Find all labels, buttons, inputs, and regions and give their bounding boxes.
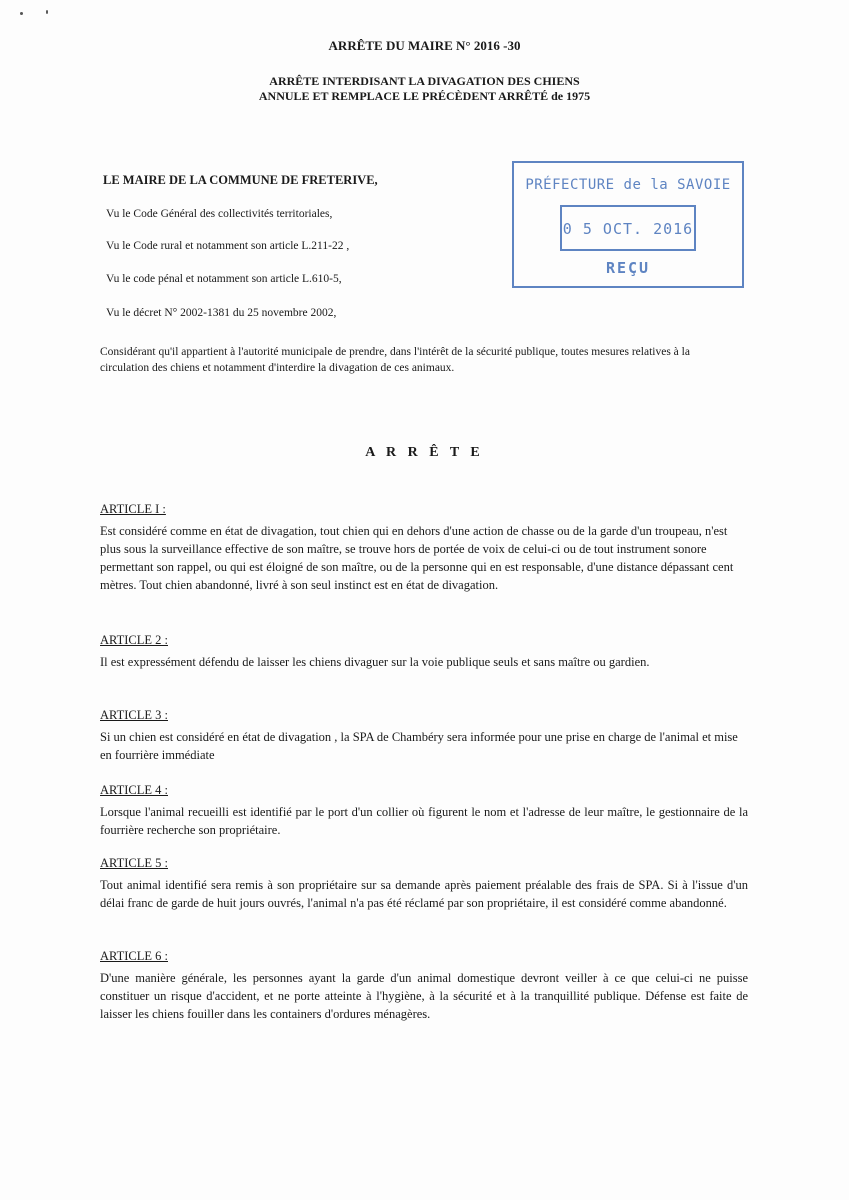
article-2-title: ARTICLE 2 : (100, 633, 168, 647)
article-4-title: ARTICLE 4 : (100, 783, 168, 797)
stamp-received-label: REÇU (605, 259, 651, 277)
document-subtitle-line1: ARRÊTE INTERDISANT LA DIVAGATION DES CHIENS (269, 74, 580, 88)
document-subtitle-line2: ANNULE ET REMPLACE LE PRÉCÈDENT ARRÊTÉ de 1975 (258, 89, 591, 103)
vu-clause: Vu le code pénal et notamment son article L.610-5, (106, 273, 342, 285)
article-1-body: Est considéré comme en état de divagation, tout chien qui en dehors d'une action de chasse ou de la garde d'un troupeau, n'est plus sous la surveillance effective de son maître, se trouve hors de portée de voix de celui-ci ou de tout instrument sonore permettant son rappel, ou qui est éloigné de son maître, ou de la personne qui en est responsable, d'une distance dépassant cent mètres. Tout chien abandonné, livré à son seul instinct est en état de divagation. (100, 524, 734, 592)
scan-speck (20, 12, 23, 15)
article-4-body: Lorsque l'animal recueilli est identifié par le port d'un collier où figurent le nom et l'adresse de leur maître, le gestionnaire de la fourrière recherche son propriétaire. (100, 805, 748, 837)
article-5-title: ARTICLE 5 : (100, 856, 168, 870)
prefecture-received-stamp (512, 161, 744, 288)
article-6-body: D'une manière générale, les personnes ayant la garde d'un animal domestique devront veiller à ce que celui-ci ne puisse constituer un risque d'accident, et ne porte atteinte à l'hygiène, à la sécurité et à la tranquillité publique. Défense est faite de laisser les chiens fouiller dans les containers d'ordures ménagères. (100, 971, 748, 1021)
considerant-clause: Considérant qu'il appartient à l'autorité municipale de prendre, dans l'intérêt de la sécurité publique, toutes mesures relatives à la circulation des chiens et notamment d'interdire la divagation de ces animaux. (100, 346, 690, 374)
stamp-date-box (560, 205, 696, 251)
stamp-header: PRÉFECTURE de la SAVOIE (525, 177, 731, 193)
decision-heading: A R R Ê T E (365, 445, 484, 460)
article-3-body: Si un chien est considéré en état de divagation , la SPA de Chambéry sera informée pour une prise en charge de l'animal et mise en fourrière immédiate (100, 730, 738, 762)
vu-clause: Vu le Code Général des collectivités territoriales, (106, 208, 333, 220)
article-3-title: ARTICLE 3 : (100, 708, 168, 722)
stamp-date: 0 5 OCT. 2016 (562, 220, 694, 238)
vu-clause: Vu le décret N° 2002-1381 du 25 novembre 2002, (106, 307, 337, 319)
vu-clause: Vu le Code rural et notamment son article L.211-22 , (106, 240, 350, 252)
article-1-title: ARTICLE I : (100, 502, 166, 516)
mayor-heading: LE MAIRE DE LA COMMUNE DE FRETERIVE, (103, 173, 378, 187)
article-5-body: Tout animal identifié sera remis à son propriétaire sur sa demande après paiement préalable des frais de SPA. Si à l'issue d'un délai franc de garde de huit jours ouvrés, l'animal n'a pas été réclamé par son propriétaire, il est considéré comme abandonné. (100, 878, 748, 910)
article-6-title: ARTICLE 6 : (100, 949, 168, 963)
document-title: ARRÊTE DU MAIRE N° 2016 -30 (328, 38, 521, 53)
article-2-body: Il est expressément défendu de laisser les chiens divaguer sur la voie publique seuls et sans maître ou gardien. (100, 655, 650, 669)
scan-speck (46, 10, 48, 14)
